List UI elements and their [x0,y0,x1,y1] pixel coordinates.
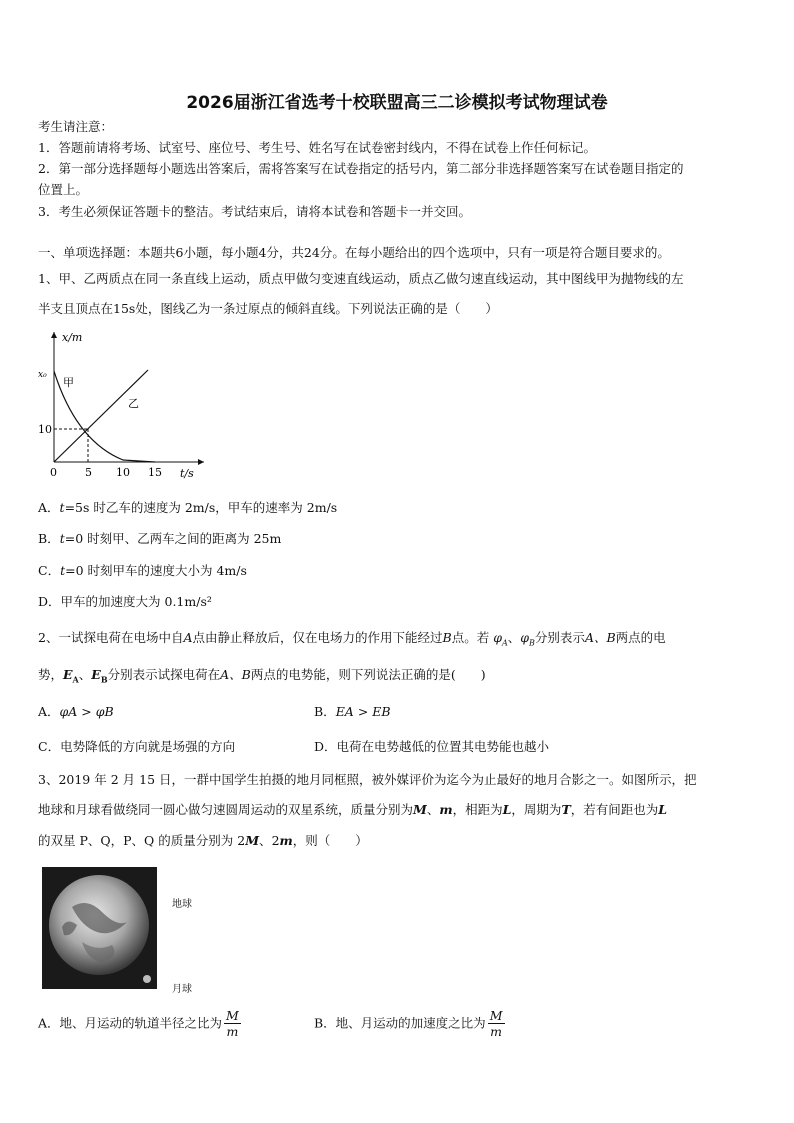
q2-option-a: A．φA > φB [38,704,114,719]
earth-label: 地球 [172,899,192,910]
q2-option-d: D．电荷在电势越低的位置其电势能也越小 [314,739,550,754]
q1-option-c: C．t=0 时刻甲车的速度大小为 4m/s [38,563,247,578]
q3-stem-line2: 地球和月球看做绕同一圆心做匀速圆周运动的双星系统，质量分别为M、m，相距为L，周期为T，若有间距也为L [38,802,668,817]
q3-stem-line1: 3、2019 年 2 月 15 日，一群中国学生拍摄的地月同框照，被外媒评价为迄今为止最好的地月合影之一。如图所示，把 [38,772,697,787]
q3-option-b: B．地、月运动的加速度之比为 $\frac{M}{m}$ [314,1008,503,1039]
notice-item-2: 2．第一部分选择题每小题选出答案后，需将答案写在试卷指定的括号内，第二部分非选择题答案写在试卷题目指定的 [38,161,684,176]
q3-option-a: A．地、月运动的轨道半径之比为 $\frac{M}{m}$ [38,1008,239,1039]
q1-position-time-graph [36,326,211,486]
y-axis-label: x/m [62,331,83,344]
notice-item-1: 1．答题前请将考场、试室号、座位号、考生号、姓名写在试卷密封线内，不得在试卷上作任何标记。 [38,140,596,155]
notice-item-2-cont: 位置上。 [38,182,89,197]
line-yi-label: 乙 [128,397,139,410]
x-tick-5: 5 [85,466,92,479]
q1-stem-line2: 半支且顶点在15s处，图线乙为一条过原点的倾斜直线。下列说法正确的是（ ） [38,301,498,316]
q2-stem-line1: 2、一试探电荷在电场中自A点由静止释放后，仅在电场力的作用下能经过B点。若 $\varphi_A$、$\varphi_B$分别表示A、B两点的电 [38,630,666,648]
q2-stem-line2: 势，$E_A$、$E_B$分别表示试探电荷在A、B两点的电势能，则下列说法正确的是( ) [38,667,486,685]
q1-option-a: A．t=5s 时乙车的速度为 2m/s，甲车的速率为 2m/s [38,500,338,515]
curve-jia-label: 甲 [63,376,74,389]
x-tick-15: 15 [148,466,162,479]
q1-option-b: B．t=0 时刻甲、乙两车之间的距离为 25m [38,531,282,546]
fraction-M-over-m: $\frac{M}{m}$ [489,1008,503,1039]
x-tick-0: 0 [50,466,57,479]
fraction-M-over-m: $\frac{M}{m}$ [226,1008,239,1039]
moon-label: 月球 [172,984,192,995]
earth-moon-photo [42,867,157,989]
q1-stem-line1: 1、甲、乙两质点在同一条直线上运动，质点甲做匀变速直线运动，质点乙做匀速直线运动，其中图线甲为抛物线的左 [38,271,684,286]
page-title: 2026届浙江省选考十校联盟高三二诊模拟考试物理试卷 [186,93,608,113]
q2-option-b: B．EA > EB [314,704,391,719]
q2-option-c: C．电势降低的方向就是场强的方向 [38,739,236,754]
notice-heading: 考生请注意： [38,119,114,134]
q1-option-d: D．甲车的加速度大为 0.1m/s² [38,594,212,609]
x-axis-label: t/s [180,467,194,480]
section-heading: 一、单项选择题：本题共6小题，每小题4分，共24分。在每小题给出的四个选项中，只有一项是符合题目要求的。 [38,245,670,260]
x-tick-10: 10 [116,466,130,479]
q3-stem-line3: 的双星 P、Q，P、Q 的质量分别为 2M、2m，则（ ） [38,833,368,848]
x0-label: x₀ [38,370,47,380]
y-tick-10: 10 [38,423,52,436]
notice-item-3: 3．考生必须保证答题卡的整洁。考试结束后，请将本试卷和答题卡一并交回。 [38,204,471,219]
